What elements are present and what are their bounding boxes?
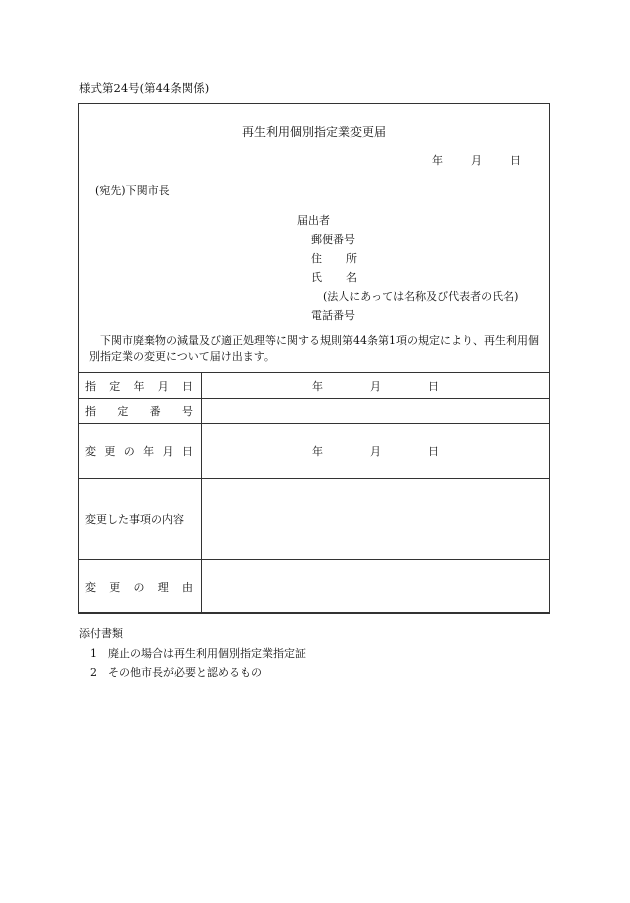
phone-label: 電話番号 (311, 309, 355, 322)
submission-date (432, 152, 521, 168)
form-box (78, 103, 550, 613)
name-label: 氏 名 (311, 271, 357, 284)
designation-number-label: 指 定 番 号 (79, 399, 202, 424)
designation-date-field[interactable]: 年 月 日 (202, 373, 550, 399)
attachments-heading: 添付書類 (79, 627, 123, 640)
change-reason-field[interactable] (202, 560, 550, 614)
recipient: (宛先)下関市長 (95, 184, 170, 197)
name-note: (法人にあっては名称及び代表者の氏名) (323, 290, 519, 303)
changed-content-label: 変更した事項の内容 (79, 479, 202, 560)
applicant-block (297, 211, 518, 325)
statement-text: 下関市廃棄物の減量及び適正処理等に関する規則第44条第1項の規定により、再生利用個別指定業の変更について届け出ます。 (89, 334, 539, 363)
day-label: 日 (510, 154, 521, 167)
changed-content-field[interactable] (202, 479, 550, 560)
month-label: 月 (471, 154, 482, 167)
form-title: 再生利用個別指定業変更届 (241, 125, 386, 139)
details-table (78, 372, 550, 614)
table-row (79, 373, 550, 399)
postal-code-label: 郵便番号 (311, 233, 355, 246)
table-row (79, 424, 550, 479)
change-date-label: 変 更 の 年 月 日 (79, 424, 202, 479)
attachment-item: 1 廃止の場合は再生利用個別指定業指定証 (90, 647, 306, 660)
form-number: 様式第24号(第44条関係) (79, 81, 210, 95)
table-row (79, 560, 550, 614)
attachment-item: 2 その他市長が必要と認めるもの (90, 666, 262, 679)
change-reason-label: 変 更 の 理 由 (79, 560, 202, 614)
designation-date-label: 指 定 年 月 日 (79, 373, 202, 399)
table-row (79, 479, 550, 560)
table-row (79, 399, 550, 424)
change-date-field[interactable]: 年 月 日 (202, 424, 550, 479)
designation-number-field[interactable] (202, 399, 550, 424)
applicant-heading: 届出者 (297, 214, 330, 227)
year-label: 年 (432, 154, 443, 167)
address-label: 住 所 (311, 252, 357, 265)
